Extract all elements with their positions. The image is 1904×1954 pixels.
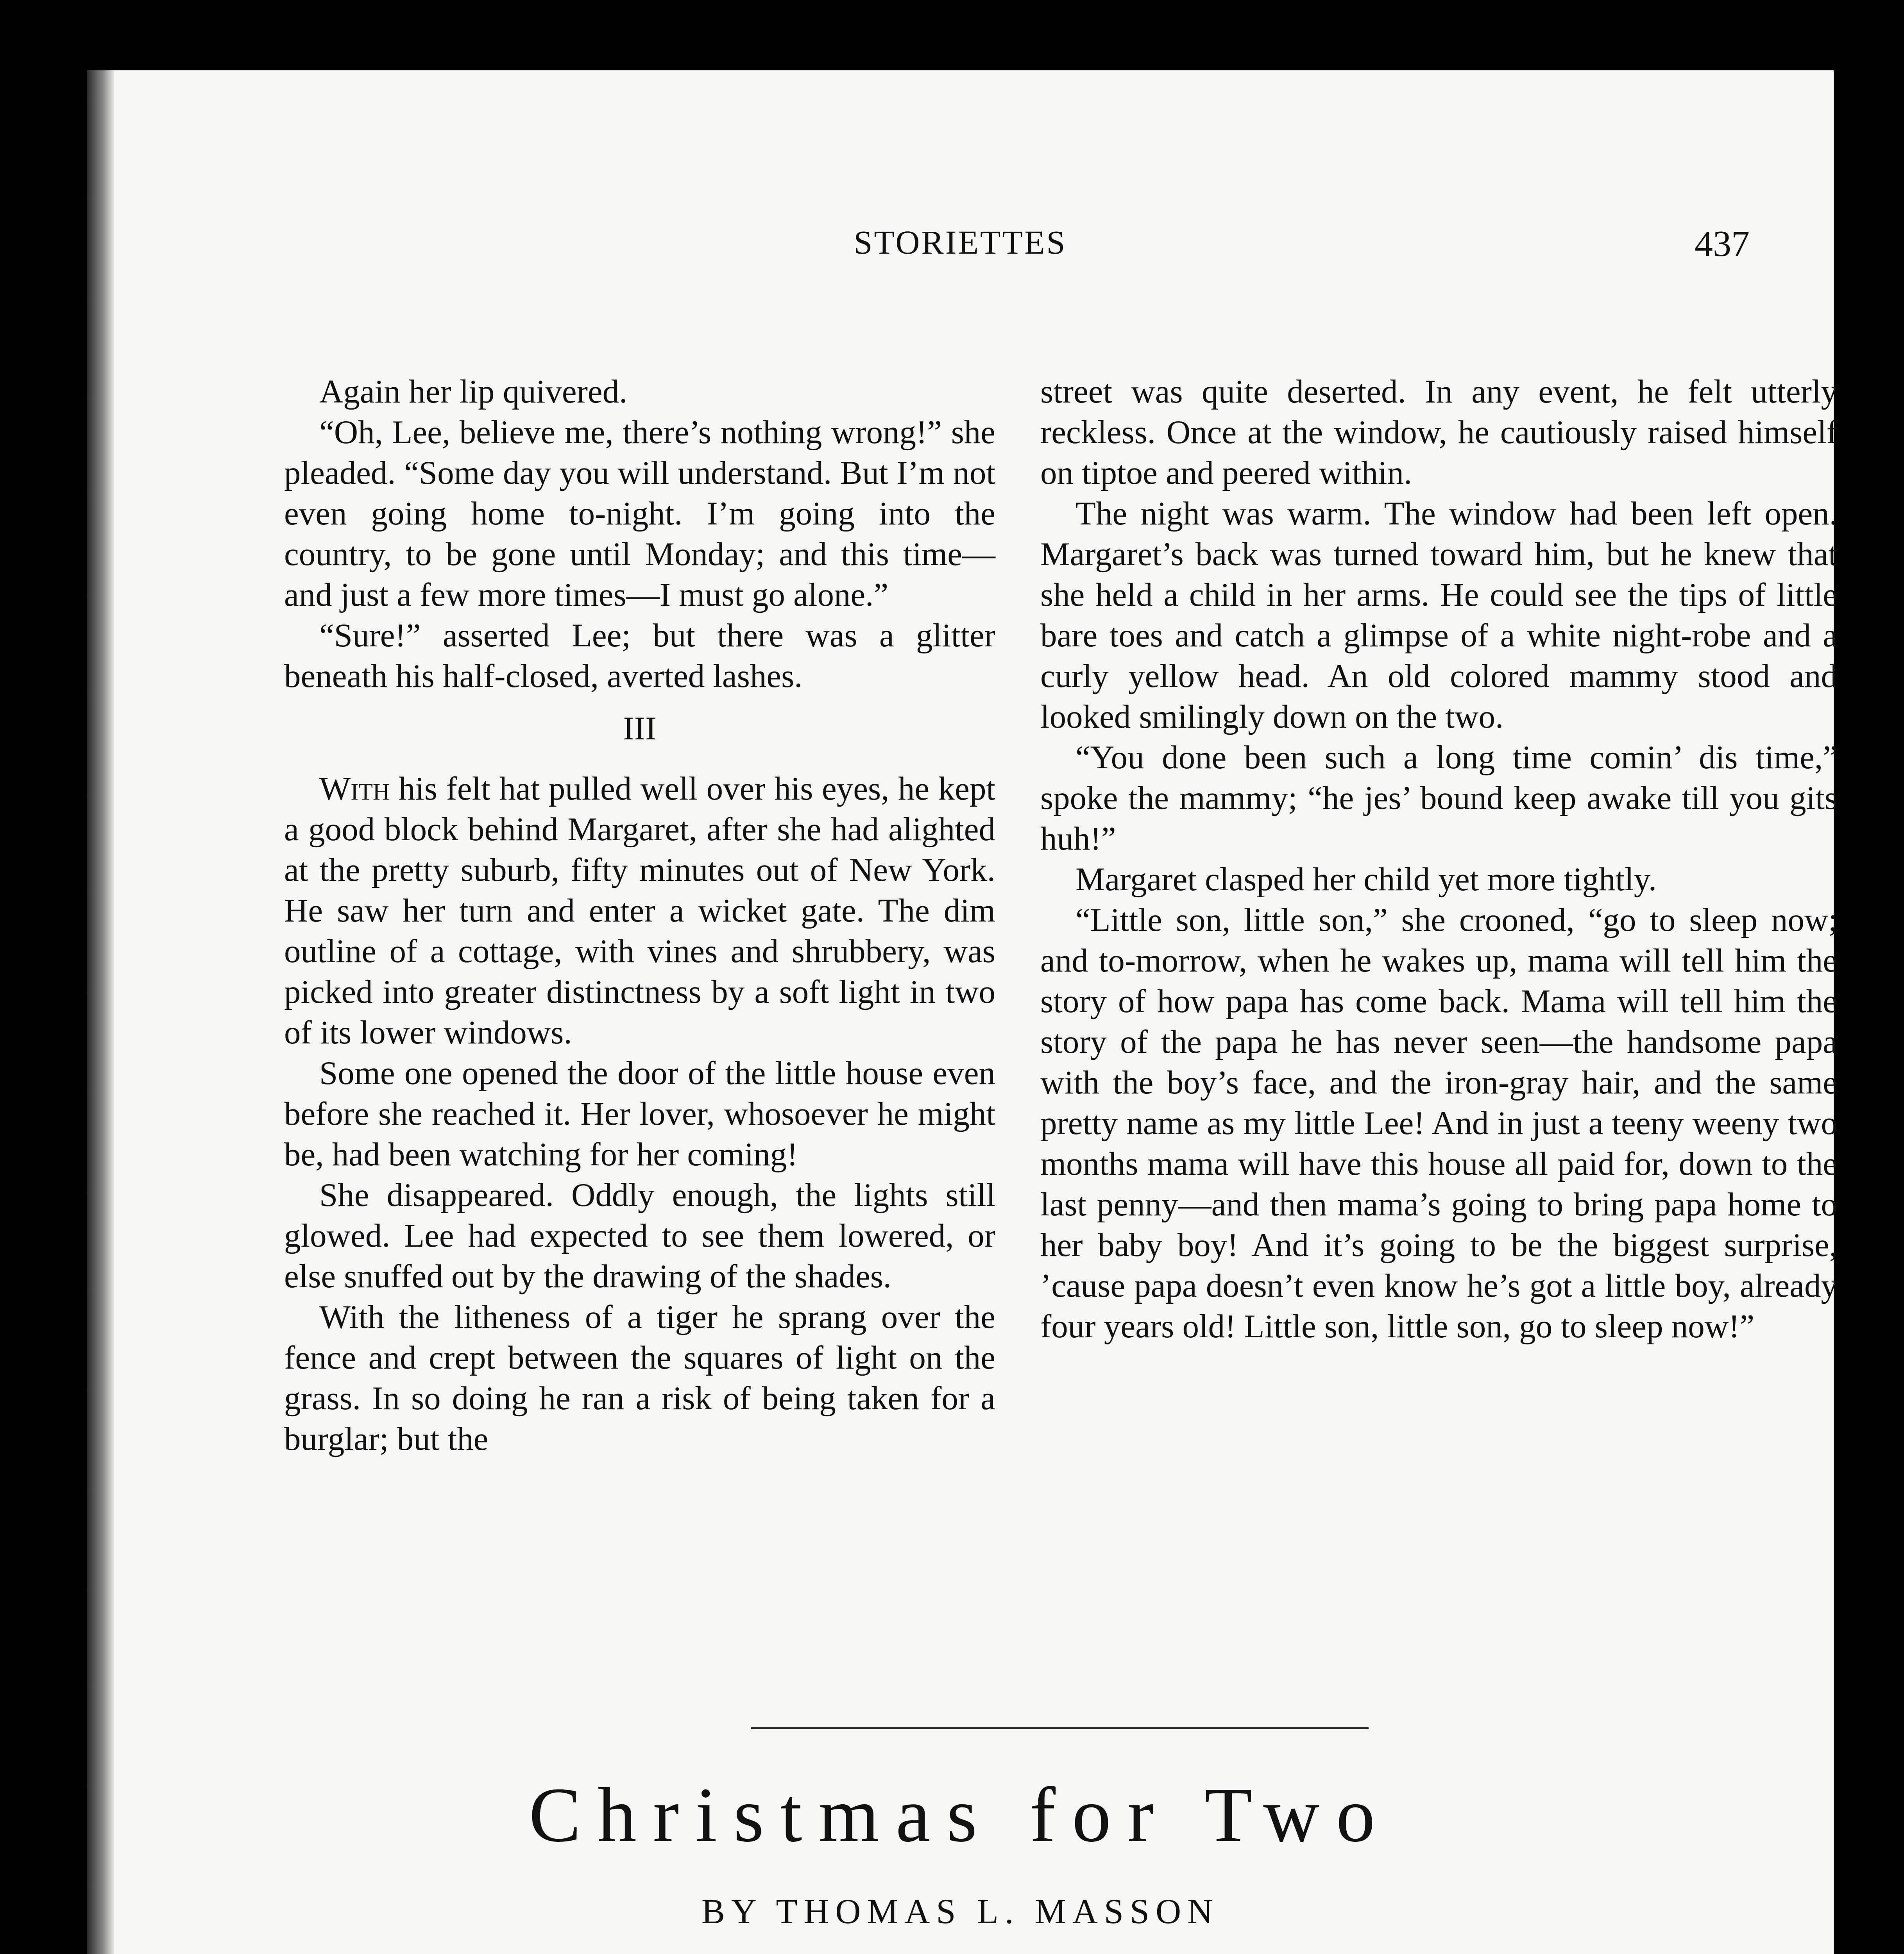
paragraph: With the litheness of a tiger he sprang over the fence and crept between the squares of light on the grass. In so doing he ran a risk of being taken for a burglar; but the [284,1299,995,1457]
story1-column-right [1040,371,1838,1347]
paragraph: Again her lip quivered. [319,373,628,410]
section-divider [751,1727,1369,1729]
story-byline: BY THOMAS L. MASSON [701,1892,1219,1931]
story-title: Christmas for Two [529,1772,1392,1858]
page-number: 437 [1695,224,1750,264]
paragraph: “Sure!” asserted Lee; but there was a glitter beneath his half-closed, averted lashes. [284,617,995,694]
paragraph: “You done been such a long time comin’ dis time,” spoke the mammy; “he jes’ bound keep awake till you gits huh!” [1040,739,1838,857]
section-number: III [623,710,657,747]
paragraph: The night was warm. The window had been left open. Margaret’s back was turned toward him, but he knew that she held a child in her arms. He could see the tips of little bare toes and catch a glimpse of a white night-robe and a curly yellow head. An old colored mammy stood and looked smilingly down on the two. [1040,495,1838,735]
magazine-page [87,70,1838,1954]
paragraph: Margaret clasped her child yet more tightly. [1075,861,1657,898]
paragraph: Some one opened the door of the little house even before she reached it. Her lover, whosoever he might be, had been watching for her coming! [284,1055,995,1173]
paragraph: “Oh, Lee, believe me, there’s nothing wrong!” she pleaded. “Some day you will understand. But I’m not even going home to-night. I’m going into the country, to be gone until Monday; and this time—and just a few more times—I must go alone.” [284,414,995,613]
paragraph: “Little son, little son,” she crooned, “go to sleep now; and to-morrow, when he wakes up, mama will tell him the story of how papa has come back. Mama will tell him the story of the papa he has never seen—the handsome papa with the boy’s face, and the iron-gray hair, and the same pretty name as my little Lee! And in just a teeny weeny two months mama will have this house all paid for, down to the last penny—and then mama’s going to bring papa home to her baby boy! And it’s going to be the biggest surprise, ’cause papa doesn’t even know he’s got a little boy, already four years old! Little son, little son, go to sleep now!” [1040,902,1838,1345]
paragraph [284,768,995,1053]
running-head: STORIETTES [854,224,1067,261]
paragraph: She disappeared. Oddly enough, the lights still glowed. Lee had expected to see them lowered, or else snuffed out by the drawing of the shades. [284,1177,995,1295]
paragraph-text: his felt hat pulled well over his eyes, he kept a good block behind Margaret, after she had alighted at the pretty suburb, fifty minutes out of New York. He saw her turn and enter a wicket gate. The dim outline of a cottage, with vines and shrubbery, was picked into greater distinctness by a soft light in two of its lower windows. [284,770,995,1051]
story1-column-left [284,371,995,1459]
paragraph: street was quite deserted. In any event, he felt utterly reckless. Once at the window, he cautiously raised himself on tiptoe and peered within. [1040,373,1838,491]
page-binding-shadow [87,70,114,1954]
small-caps-lead: With [319,770,390,807]
page-header [87,223,1834,274]
